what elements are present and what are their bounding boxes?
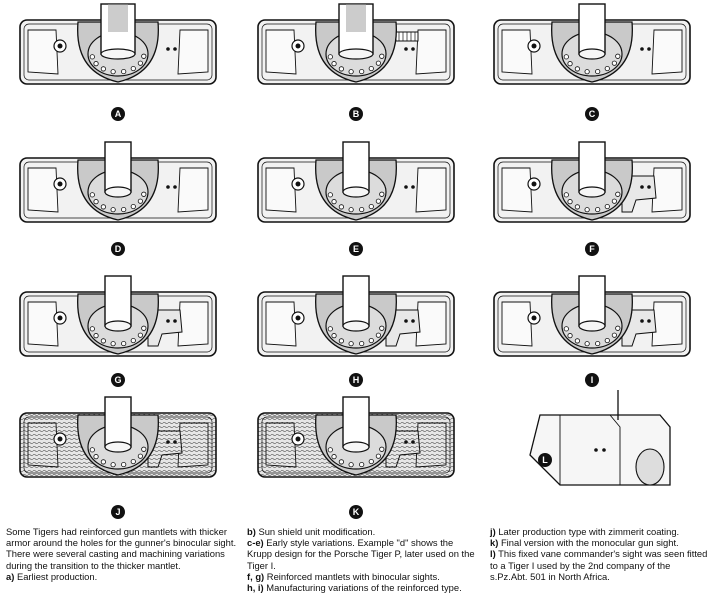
flange-bolt — [564, 327, 568, 331]
flange-bolt — [101, 67, 105, 71]
label-text: B — [352, 109, 360, 120]
sight-hole-right — [647, 319, 651, 323]
caption-key-ce: c-e) — [247, 537, 264, 549]
figure-label-a — [111, 107, 125, 121]
flange-bolt — [568, 61, 572, 65]
flange-bolt — [359, 462, 363, 466]
caption-key-k: k) — [490, 537, 499, 549]
flange-bolt — [328, 55, 332, 59]
flange-bolt — [605, 66, 609, 70]
flange-bolt — [111, 462, 115, 466]
figure-label-c — [585, 107, 599, 121]
barrel-base — [579, 321, 605, 331]
flange-bolt — [111, 341, 115, 345]
barrel-shade — [346, 4, 366, 32]
flange-bolt — [142, 326, 146, 330]
caption-key-j: j) — [490, 526, 496, 537]
barrel-base — [105, 442, 131, 452]
flange-bolt — [605, 204, 609, 208]
flange-bolt — [376, 454, 380, 458]
mg-port-hole — [58, 44, 63, 49]
figure-c — [494, 4, 690, 84]
flange-bolt — [595, 69, 599, 73]
flange-bolt — [616, 326, 620, 330]
figure-j — [20, 397, 216, 477]
flange-bolt — [595, 207, 599, 211]
flange-bolt — [94, 333, 98, 337]
label-text: K — [352, 507, 360, 518]
flange-bolt — [90, 55, 94, 59]
flange-bolt — [612, 61, 616, 65]
flange-bolt — [616, 192, 620, 196]
sight-hole-left — [166, 440, 170, 444]
sight-hole-left — [640, 185, 644, 189]
flange-bolt — [369, 204, 373, 208]
figure-label-f — [585, 242, 599, 256]
figure-label-k — [349, 505, 363, 519]
flange-bolt — [564, 193, 568, 197]
flange-bolt — [90, 327, 94, 331]
figure-h — [258, 276, 454, 356]
label-text: F — [589, 244, 595, 255]
caption-text-l: This fixed vane commander's sight was seen fitted to a Tiger I used by the 2nd company of the s.Pz.Abt. 501 in North Africa. — [490, 548, 708, 582]
figure-b — [258, 4, 454, 84]
gun-barrel — [105, 142, 131, 192]
right-side-panel — [652, 302, 682, 346]
barrel-base — [343, 442, 369, 452]
flange-bolt — [349, 207, 353, 211]
flange-bolt — [612, 199, 616, 203]
sight-hole-right — [411, 440, 415, 444]
flange-bolt — [339, 67, 343, 71]
sight-hole-right — [173, 47, 177, 51]
left-side-panel — [502, 30, 532, 74]
gun-barrel — [105, 276, 131, 326]
flange-bolt — [90, 193, 94, 197]
left-side-panel — [28, 30, 58, 74]
sight-hole-right — [602, 448, 606, 452]
caption-text-b: Sun shield unit modification. — [258, 526, 376, 537]
barrel-base — [579, 187, 605, 197]
mg-port-hole — [296, 316, 301, 321]
gun-barrel — [579, 276, 605, 326]
barrel-base — [343, 187, 369, 197]
flange-bolt — [369, 338, 373, 342]
flange-bolt — [612, 333, 616, 337]
barrel-base — [101, 49, 135, 59]
mg-port-hole — [58, 437, 63, 442]
sight-hole-left — [404, 185, 408, 189]
left-side-panel — [266, 302, 296, 346]
flange-bolt — [585, 341, 589, 345]
flange-bolt — [564, 55, 568, 59]
flange-bolt — [380, 447, 384, 451]
flange-bolt — [376, 61, 380, 65]
flange-bolt — [380, 54, 384, 58]
label-text: H — [352, 375, 360, 386]
flange-bolt — [142, 192, 146, 196]
gun-barrel — [343, 276, 369, 326]
label-text: E — [352, 244, 360, 255]
sight-hole-left — [404, 440, 408, 444]
figure-label-b — [349, 107, 363, 121]
mg-port-hole — [296, 437, 301, 442]
figure-label-j — [111, 505, 125, 519]
flange-bolt — [339, 205, 343, 209]
sight-hole-left — [640, 47, 644, 51]
flange-bolt — [131, 66, 135, 70]
mg-port-hole — [532, 182, 537, 187]
flange-bolt — [359, 207, 363, 211]
left-side-panel — [28, 168, 58, 212]
right-side-panel — [416, 302, 446, 346]
figure-label-d — [111, 242, 125, 256]
figure-d — [20, 142, 216, 222]
flange-bolt — [376, 333, 380, 337]
sight-hole-left — [404, 319, 408, 323]
right-side-panel — [652, 30, 682, 74]
barrel-base — [579, 49, 605, 59]
flange-bolt — [142, 447, 146, 451]
mg-port-hole — [532, 316, 537, 321]
caption-key-b: b) — [247, 526, 256, 537]
barrel-base — [105, 187, 131, 197]
caption-column-2 — [247, 526, 475, 593]
flange-bolt — [349, 341, 353, 345]
figure-label-l — [538, 453, 552, 467]
figure-a — [20, 4, 216, 84]
flange-bolt — [585, 69, 589, 73]
sight-hole-left — [404, 47, 408, 51]
flange-bolt — [101, 460, 105, 464]
caption-column-3 — [490, 526, 708, 582]
figure-g — [20, 276, 216, 356]
figure-e — [258, 142, 454, 222]
flange-bolt — [568, 199, 572, 203]
flange-bolt — [90, 448, 94, 452]
label-text: D — [114, 244, 122, 255]
left-side-panel — [266, 30, 296, 74]
flange-bolt — [328, 327, 332, 331]
sight-hole-left — [166, 185, 170, 189]
left-side-panel — [502, 168, 532, 212]
caption-text-fg: Reinforced mantlets with binocular sights. — [266, 570, 440, 582]
flange-bolt — [121, 207, 125, 211]
label-text: J — [115, 507, 121, 518]
flange-bolt — [101, 339, 105, 343]
caption-intro: Some Tigers had reinforced gun mantlets with thicker armor around the holes for the gunner's binocular sight. There were several casting and machining variations during the transition to the thicker mantlet. — [6, 526, 237, 571]
figure-label-e — [349, 242, 363, 256]
flange-bolt — [359, 341, 363, 345]
flange-bolt — [605, 338, 609, 342]
caption-text-hi: Manufacturing variations of the reinforced type. — [266, 582, 462, 593]
flange-bolt — [142, 54, 146, 58]
figure-i — [494, 276, 690, 356]
flange-bolt — [121, 341, 125, 345]
flange-bolt — [575, 205, 579, 209]
label-text: I — [590, 375, 594, 386]
sight-hole-right — [647, 185, 651, 189]
sight-hole-right — [173, 319, 177, 323]
barrel-base — [105, 321, 131, 331]
flange-bolt — [369, 66, 373, 70]
mg-port-hole — [58, 182, 63, 187]
figure-f — [494, 142, 690, 222]
caption-text-ce: Early style variations. Example "d" shows the Krupp design for the Porsche Tiger P, later used on the Tiger I. — [247, 537, 475, 571]
sight-hole-right — [411, 185, 415, 189]
vision-port — [636, 449, 664, 485]
label-text: G — [114, 375, 122, 386]
caption-text-k: Final version with the monocular gun sight. — [500, 537, 679, 549]
right-side-panel — [178, 168, 208, 212]
caption-key-fg: f, g) — [247, 570, 265, 582]
right-side-panel — [416, 30, 446, 74]
flange-bolt — [332, 454, 336, 458]
right-side-panel — [178, 30, 208, 74]
flange-bolt — [94, 61, 98, 65]
flange-bolt — [380, 192, 384, 196]
barrel-shade — [108, 4, 128, 32]
sight-hole-left — [640, 319, 644, 323]
right-side-panel — [652, 168, 682, 212]
right-side-panel — [178, 423, 208, 467]
flange-bolt — [111, 69, 115, 73]
gun-barrel — [579, 4, 605, 54]
flange-bolt — [121, 462, 125, 466]
figure-k — [258, 397, 454, 477]
label-text: L — [542, 455, 548, 466]
flange-bolt — [121, 69, 125, 73]
left-side-panel — [502, 302, 532, 346]
left-side-panel — [266, 423, 296, 467]
flange-bolt — [94, 199, 98, 203]
flange-bolt — [131, 338, 135, 342]
left-side-panel — [28, 302, 58, 346]
barrel-base — [343, 321, 369, 331]
caption-column-1 — [6, 526, 238, 582]
sight-hole-right — [411, 47, 415, 51]
flange-bolt — [349, 69, 353, 73]
figure-l — [530, 390, 670, 485]
flange-bolt — [111, 207, 115, 211]
gun-barrel — [343, 397, 369, 447]
figure-label-h — [349, 373, 363, 387]
caption-text-a: Earliest production. — [16, 570, 98, 582]
left-side-panel — [28, 423, 58, 467]
gun-barrel — [105, 397, 131, 447]
sight-hole-left — [166, 319, 170, 323]
flange-bolt — [585, 207, 589, 211]
flange-bolt — [339, 460, 343, 464]
flange-bolt — [332, 61, 336, 65]
caption-key-hi: h, i) — [247, 582, 264, 593]
sight-hole-left — [594, 448, 598, 452]
flange-bolt — [328, 448, 332, 452]
flange-bolt — [332, 199, 336, 203]
barrel-base — [339, 49, 373, 59]
label-text: A — [114, 109, 122, 120]
sight-hole-right — [173, 185, 177, 189]
figure-label-g — [111, 373, 125, 387]
flange-bolt — [339, 339, 343, 343]
gun-barrel — [579, 142, 605, 192]
flange-bolt — [94, 454, 98, 458]
flange-bolt — [138, 61, 142, 65]
right-side-panel — [178, 302, 208, 346]
caption-text-j: Later production type with zimmerit coating. — [498, 526, 680, 537]
flange-bolt — [616, 54, 620, 58]
caption-key-a: a) — [6, 570, 15, 582]
sight-hole-right — [411, 319, 415, 323]
sight-hole-right — [647, 47, 651, 51]
sight-hole-left — [166, 47, 170, 51]
flange-bolt — [138, 199, 142, 203]
flange-bolt — [575, 339, 579, 343]
flange-bolt — [131, 459, 135, 463]
flange-bolt — [101, 205, 105, 209]
label-text: C — [588, 109, 596, 120]
flange-bolt — [575, 67, 579, 71]
flange-bolt — [369, 459, 373, 463]
gun-barrel — [343, 142, 369, 192]
flange-bolt — [131, 204, 135, 208]
left-side-panel — [266, 168, 296, 212]
sight-hole-right — [173, 440, 177, 444]
right-side-panel — [416, 168, 446, 212]
flange-bolt — [138, 454, 142, 458]
flange-bolt — [595, 341, 599, 345]
mg-port-hole — [532, 44, 537, 49]
flange-bolt — [359, 69, 363, 73]
mg-port-hole — [58, 316, 63, 321]
flange-bolt — [138, 333, 142, 337]
figure-label-i — [585, 373, 599, 387]
flange-bolt — [376, 199, 380, 203]
mg-port-hole — [296, 182, 301, 187]
right-side-panel — [416, 423, 446, 467]
mg-port-hole — [296, 44, 301, 49]
flange-bolt — [349, 462, 353, 466]
flange-bolt — [328, 193, 332, 197]
flange-bolt — [568, 333, 572, 337]
flange-bolt — [332, 333, 336, 337]
caption-key-l: l) — [490, 548, 496, 560]
flange-bolt — [380, 326, 384, 330]
